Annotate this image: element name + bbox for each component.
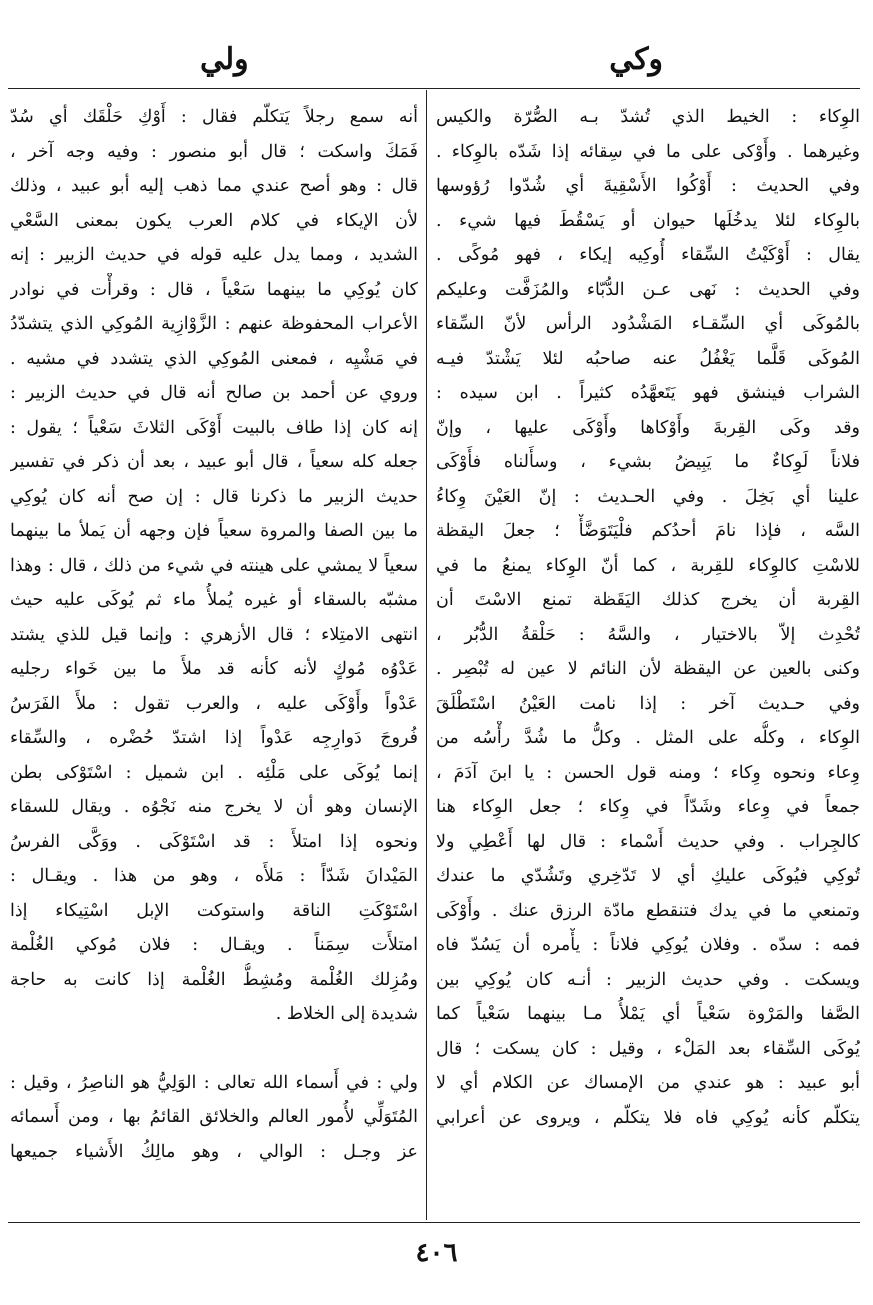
- text-line: المُوكَى قَلَّما يَغْفُلُ عنه صاحبُه لئلا يَشْتدّ فيـه: [436, 348, 860, 369]
- text-line: فَمَكَ واسكت ؛ قال أبو منصور : وفيه وجه آخر ،: [10, 141, 418, 162]
- text-line: يُوكَى السِّقاء بعد المَلْء ، وقيل : كان يسكت ؛ قال: [436, 1038, 860, 1059]
- left-column: [10, 100, 418, 1169]
- text-line: عز وجـل : الوالي ، وهو مالِكُ الأَشياء جميعها: [10, 1141, 418, 1162]
- text-line: الأعراب المحفوظة عنهم : الزَّوْازِية المُوكِي الذي يتشدّدُ: [10, 314, 418, 334]
- text-line: فلاناً لَوِكاءٌ ما يَبِيضُ بشيء ، وسأَلناه فأَوْكَى: [436, 452, 860, 472]
- text-line: ما بين الصفا والمروة سعياً فإن وجهه أن يَملأ ما بينهما: [10, 521, 418, 541]
- text-line: الشراب فينشق فهو يَتَعهَّدُه كثيراً . ابن سيده :: [436, 383, 860, 403]
- text-line: الإنسان وهو أن لا يخرج منه نَجْوُه . ويقال للسقاء: [10, 797, 418, 817]
- text-line: المَيْدانَ شَدّاً : مَلأَه ، وهو من هذا . ويقـال :: [10, 866, 418, 886]
- right-column: [436, 100, 860, 1135]
- text-line: يتكلّم كأنه يُوكِي فاه فلا يتكلّم ، ويروى عن أعرابي: [436, 1107, 860, 1128]
- text-line: مشبّه بالسقاء أو غيره يُملأُ ماء ثم يُوكَى عليه حيث: [10, 590, 418, 610]
- text-line: ولي : في أَسماء الله تعالى : الوَلِيُّ هو الناصِرُ ، وقيل :: [10, 1072, 418, 1093]
- text-line: يقال : أَوْكَيْتُ السِّقاء أُوكِيه إيكاء ، فهو مُوكًى .: [436, 245, 860, 265]
- text-line: ومُزِلك الغُلْمة ومُشِطُّ الغُلْمة إذا كانت به حاجة: [10, 969, 418, 990]
- text-line: الصَّفا والمَرْوة سَعْياً أي يَمْلأُ مـا بينهما سَعْياً كما: [436, 1004, 860, 1024]
- text-line: حديث الزبير ما ذكرنا قال : إن صح أنه كان يُوكِي: [10, 486, 418, 507]
- text-line: إنما يُوكَى على مَلْئِه . ابن شميل : اسْتَوْكى بطن: [10, 762, 418, 783]
- text-line: السَّه ، فإذا نامَ أحدُكم فلْيَتَوَضَّأْ ؛ جعلَ اليقظة: [436, 521, 860, 541]
- text-line: وغيرهما . وأَوْكى على ما في سِقائه إذا شَدّه بالوِكاء .: [436, 141, 860, 162]
- text-line: شديدة إلى الخلاط .: [275, 1004, 418, 1024]
- text-line: كان يُوكِي ما بينهما سَعْياً ، قال : وقرأْت في نوادر: [10, 279, 418, 300]
- text-line: وكنى بالعين عن اليقظة لأن النائم لا عين له تُبْصِر .: [436, 659, 860, 679]
- text-line: سعياً لا يمشي على هينته في شيء من ذلك ، قال : وهذا: [10, 555, 418, 576]
- text-line: بالوِكاء لئلا يدخُلَها حيوان أو يَسْقُطَ فيها شيء .: [436, 210, 860, 231]
- text-line: لأن الإيكاء في كلام العرب يكون بمعنى السَّعْي: [10, 210, 418, 231]
- header-entry-left: ولي: [200, 42, 249, 77]
- column-divider: [426, 90, 427, 1220]
- bottom-rule: [8, 1222, 860, 1223]
- entry-gap: [10, 1032, 418, 1066]
- text-line: فُروجَ دَوارِجِه عَدْواً إذا اشتدّ حُضْره ، والسِّقاء: [10, 728, 418, 748]
- text-line: تُوكِي فيُوكَى عليكِ أي لا تَدّخِري وتَشُدّي ما عندك: [436, 866, 860, 886]
- text-line: جعله كله سعياً ، قال أبو عبيد ، بعد أن ذكر في تفسير: [10, 452, 418, 472]
- text-line: انتهى الامتِلاء ؛ قال الأزهري : وإنما قيل للذي يشتد: [10, 624, 418, 645]
- text-line: وِعاء ونحوه وِكاء ؛ ومنه قول الحسن : يا ابنَ آدَمَ ،: [436, 762, 860, 783]
- text-line: اسْتَوْكَتِ الناقة واستوكت الإبل اسْتِيكاء إذا: [10, 900, 418, 921]
- header-entry-right: وكي: [609, 42, 663, 77]
- text-line: بالمُوكَى أي السِّقـاء المَشْدُود الرأس لأنّ السِّقاء: [436, 314, 860, 334]
- text-line: ويسكت . وفي حديث الزبير : أنـه كان يُوكِي بين: [436, 969, 860, 990]
- page-number: ٤٠٦: [415, 1238, 458, 1268]
- text-line: وقد وكَى القِربةَ وأَوْكاها وأَوْكَى عليها ، وإنّ: [436, 417, 860, 438]
- text-line: عَدْوُه مُوكٍ لأنه كأنه قد ملأَ ما بين خَواء رجليه: [10, 659, 418, 679]
- text-line: أبو عبيد : هو عندي من الإمساك عن الكلام أي لا: [436, 1073, 860, 1093]
- text-line: قال : وهو أصح عندي مما ذهب إليه أبو عبيد ، وذلك: [10, 176, 418, 196]
- text-line: الشديد ، ومما يدل عليه قوله في حديث الزبير : إنه: [10, 245, 418, 265]
- text-line: ونحوه إذا امتلأَ : قد اسْتَوْكَى . ووَكَّى الفرسُ: [10, 831, 418, 852]
- text-line: وفي حـديث آخر : إذا نامت العَيْنُ اسْتَطْلَقَ: [436, 693, 860, 714]
- text-line: أنه سمع رجلاً يَتكلّم فقال : أَوْكِ حَلْقَك أي سُدّ: [10, 107, 418, 127]
- text-line: عَدْواً وأَوْكَى عليه ، والعرب تقول : ملأَ الفَرَسُ: [10, 693, 418, 714]
- text-line: المُتَوَلِّي لأُمور العالم والخلائق القائمُ بها ، ومن أَسمائه: [10, 1107, 418, 1127]
- top-rule: [8, 88, 860, 89]
- text-line: وروي عن أحمد بن صالح أنه قال في حديث الزبير :: [10, 383, 418, 403]
- text-line: الوِكاء : الخيط الذي تُشدّ بـه الصُّرّة والكيس: [436, 107, 860, 127]
- text-line: امتلأَت سِمَناً . ويقـال : فلان مُوكي الغُلْمة: [10, 935, 418, 955]
- text-line: علينا أي بَخِلَ . وفي الحـديث : إنّ العَيْنَ وِكاءُ: [436, 486, 860, 507]
- text-line: كالجِراب . وفي حديث أَسْماء : قال لها أَعْطِي ولا: [436, 831, 860, 852]
- text-line: فمه : سدّه . وفلان يُوكِي فلاناً : يأْمره أن يَسُدّ فاه: [436, 935, 860, 955]
- text-line: الوِكاء ، وكلُّه على المثل . وكلُّ ما شُدَّ رأْسُه من: [436, 728, 860, 748]
- text-line: جمعاً في وِعاء وشَدّاً في وِكاء ؛ جعل الوِكاء هنا: [436, 797, 860, 817]
- text-line: تُحْدِث إلاّ بالاختيار ، والسَّهُ : حَلْقةُ الدُّبُر ،: [436, 624, 860, 645]
- text-line: القِربة أن يخرج كذلك اليَقَظة تمنع الاسْتَ أن: [436, 590, 860, 610]
- text-line: وفي الحديث : أَوْكُوا الأَسْقِيةَ أي شُدّوا رُؤوسها: [436, 176, 860, 196]
- text-line: وفي الحديث : نَهى عـن الدُّبّاء والمُزَفَّت وعليكم: [436, 279, 860, 300]
- text-line: في مَشْيِه ، فمعنى المُوكِي الذي يتشدد في مشيه .: [10, 348, 418, 369]
- text-line: إنه كان إذا طاف بالبيت أَوْكَى الثلاثَ سَعْياً ؛ يقول :: [10, 417, 418, 438]
- text-line: للاسْتِ كالوِكاء للقِربة ، كما أنّ الوِكاء يمنعُ ما في: [436, 555, 860, 576]
- text-line: وتمنعي ما في يدك فتنقطع مادّة الرزق عنك . وأَوْكَى: [436, 900, 860, 921]
